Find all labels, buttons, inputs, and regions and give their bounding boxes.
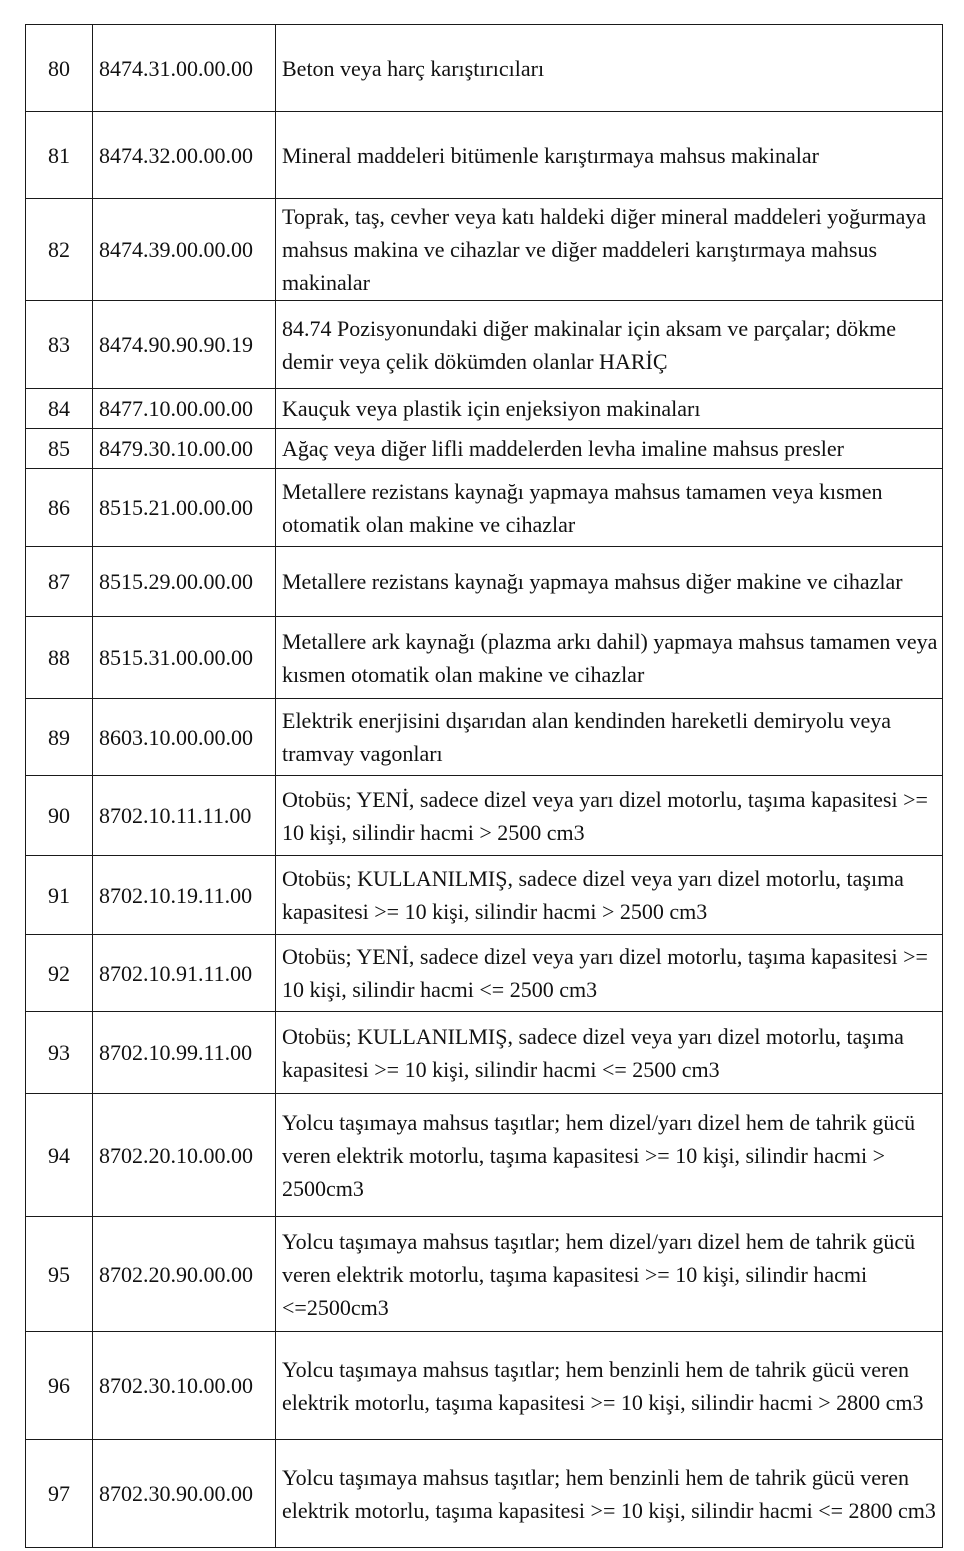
table-row: [26, 935, 943, 1012]
item-description: Otobüs; YENİ, sadece dizel veya yarı dizel motorlu, taşıma kapasitesi >= 10 kişi, silindir hacmi <= 2500 cm3: [276, 935, 943, 1012]
tariff-code: 8474.39.00.00.00: [93, 199, 276, 301]
item-description: Metallere rezistans kaynağı yapmaya mahsus diğer makine ve cihazlar: [276, 547, 943, 617]
table-row: [26, 199, 943, 301]
item-description: Yolcu taşımaya mahsus taşıtlar; hem benzinli hem de tahrik gücü veren elektrik motorlu, taşıma kapasitesi >= 10 kişi, silindir hacmi > 2800 cm3: [276, 1332, 943, 1440]
row-number: 89: [26, 699, 93, 776]
tariff-code: 8702.10.91.11.00: [93, 935, 276, 1012]
table-row: [26, 389, 943, 429]
tariff-code: 8702.10.11.11.00: [93, 776, 276, 856]
row-number: 84: [26, 389, 93, 429]
row-number: 91: [26, 856, 93, 935]
item-description: Yolcu taşımaya mahsus taşıtlar; hem dizel/yarı dizel hem de tahrik gücü veren elektrik motorlu, taşıma kapasitesi >= 10 kişi, silindir hacmi > 2500cm3: [276, 1094, 943, 1217]
item-description: Otobüs; KULLANILMIŞ, sadece dizel veya yarı dizel motorlu, taşıma kapasitesi >= 10 kişi, silindir hacmi <= 2500 cm3: [276, 1012, 943, 1094]
table-row: [26, 699, 943, 776]
tariff-code: 8702.30.10.00.00: [93, 1332, 276, 1440]
table-row: [26, 112, 943, 199]
row-number: 93: [26, 1012, 93, 1094]
item-description: Toprak, taş, cevher veya katı haldeki diğer mineral maddeleri yoğurmaya mahsus makina ve cihazlar ve diğer maddeleri karıştırmaya mahsus makinalar: [276, 199, 943, 301]
row-number: 85: [26, 429, 93, 469]
item-description: Otobüs; KULLANILMIŞ, sadece dizel veya yarı dizel motorlu, taşıma kapasitesi >= 10 kişi, silindir hacmi > 2500 cm3: [276, 856, 943, 935]
row-number: 92: [26, 935, 93, 1012]
table-row: [26, 617, 943, 699]
table-row: [26, 1217, 943, 1332]
table-row: [26, 1440, 943, 1548]
row-number: 94: [26, 1094, 93, 1217]
row-number: 96: [26, 1332, 93, 1440]
row-number: 87: [26, 547, 93, 617]
row-number: 82: [26, 199, 93, 301]
item-description: Metallere ark kaynağı (plazma arkı dahil) yapmaya mahsus tamamen veya kısmen otomatik olan makine ve cihazlar: [276, 617, 943, 699]
row-number: 97: [26, 1440, 93, 1548]
tariff-code: 8479.30.10.00.00: [93, 429, 276, 469]
tariff-code: 8474.32.00.00.00: [93, 112, 276, 199]
table-row: [26, 547, 943, 617]
tariff-table-container: [25, 24, 943, 1548]
table-row: [26, 301, 943, 389]
item-description: Mineral maddeleri bitümenle karıştırmaya mahsus makinalar: [276, 112, 943, 199]
tariff-code: 8515.21.00.00.00: [93, 469, 276, 547]
table-row: [26, 1012, 943, 1094]
tariff-code: 8515.29.00.00.00: [93, 547, 276, 617]
tariff-code: 8474.90.90.90.19: [93, 301, 276, 389]
row-number: 83: [26, 301, 93, 389]
tariff-table-body: [26, 25, 943, 1548]
table-row: [26, 776, 943, 856]
tariff-code: 8515.31.00.00.00: [93, 617, 276, 699]
item-description: Elektrik enerjisini dışarıdan alan kendinden hareketli demiryolu veya tramvay vagonları: [276, 699, 943, 776]
row-number: 88: [26, 617, 93, 699]
row-number: 86: [26, 469, 93, 547]
item-description: Kauçuk veya plastik için enjeksiyon makinaları: [276, 389, 943, 429]
item-description: Beton veya harç karıştırıcıları: [276, 25, 943, 112]
tariff-table: [25, 24, 943, 1548]
item-description: Yolcu taşımaya mahsus taşıtlar; hem benzinli hem de tahrik gücü veren elektrik motorlu, taşıma kapasitesi >= 10 kişi, silindir hacmi <= 2800 cm3: [276, 1440, 943, 1548]
item-description: 84.74 Pozisyonundaki diğer makinalar için aksam ve parçalar; dökme demir veya çelik dökümden olanlar HARİÇ: [276, 301, 943, 389]
row-number: 90: [26, 776, 93, 856]
row-number: 81: [26, 112, 93, 199]
table-row: [26, 1332, 943, 1440]
row-number: 80: [26, 25, 93, 112]
tariff-code: 8603.10.00.00.00: [93, 699, 276, 776]
table-row: [26, 1094, 943, 1217]
tariff-code: 8702.10.99.11.00: [93, 1012, 276, 1094]
item-description: Ağaç veya diğer lifli maddelerden levha imaline mahsus presler: [276, 429, 943, 469]
row-number: 95: [26, 1217, 93, 1332]
table-row: [26, 469, 943, 547]
tariff-code: 8702.20.10.00.00: [93, 1094, 276, 1217]
table-row: [26, 25, 943, 112]
item-description: Yolcu taşımaya mahsus taşıtlar; hem dizel/yarı dizel hem de tahrik gücü veren elektrik motorlu, taşıma kapasitesi >= 10 kişi, silindir hacmi <=2500cm3: [276, 1217, 943, 1332]
tariff-code: 8702.30.90.00.00: [93, 1440, 276, 1548]
table-row: [26, 429, 943, 469]
table-row: [26, 856, 943, 935]
item-description: Otobüs; YENİ, sadece dizel veya yarı dizel motorlu, taşıma kapasitesi >= 10 kişi, silindir hacmi > 2500 cm3: [276, 776, 943, 856]
tariff-code: 8702.20.90.00.00: [93, 1217, 276, 1332]
tariff-code: 8477.10.00.00.00: [93, 389, 276, 429]
tariff-code: 8474.31.00.00.00: [93, 25, 276, 112]
item-description: Metallere rezistans kaynağı yapmaya mahsus tamamen veya kısmen otomatik olan makine ve cihazlar: [276, 469, 943, 547]
tariff-code: 8702.10.19.11.00: [93, 856, 276, 935]
